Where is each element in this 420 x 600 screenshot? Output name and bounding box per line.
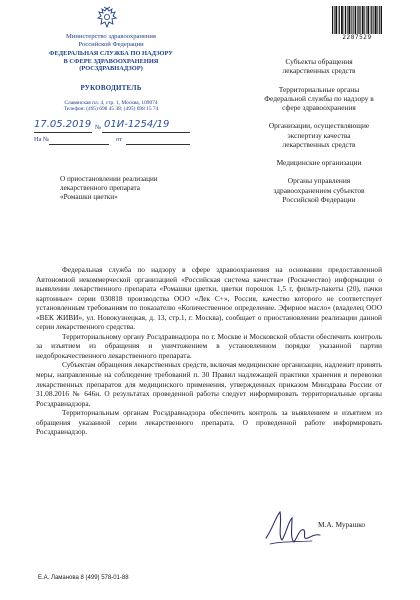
recipient: Медицинские организации: [276, 158, 362, 167]
registration-number-label: №: [95, 124, 102, 131]
executor-contact: Е.А. Ламанова 8 (499) 578-01-88: [38, 575, 129, 581]
role-title: РУКОВОДИТЕЛЬ: [80, 84, 142, 92]
body-paragraph: Территориальным органам Росздравнадзора обеспечить контроль за выявлением и изъятием из обращения указанной серии лекарственного препарата. О проведенной работе информировать Росздравнадзор.: [36, 408, 382, 437]
handwritten-signature: [262, 508, 324, 550]
signer-name: М.А. Мурашко: [318, 520, 366, 529]
coat-of-arms-emblem: [96, 6, 118, 30]
letter-body: [36, 265, 382, 437]
registration-date: 17.05.2019: [34, 119, 92, 130]
body-paragraph: Федеральная служба по надзору в сфере здравоохранения на основании предоставленной Автономной некоммерческой организацией «Российская система качества» (Роскачество) информации о выявлении лекарственного препарата «Ромашки цветки, цветки порошок 1,5 г, фильтр-пакеты (20), пачки картонные» серии 030818 производства ООО «Лек С+», Россия, качество которого не соответствует установленным требованиям по показателю «Количественное определение. Эфирное масло» (владелец ООО «ВЕК ЖИВИ», ул. Новокузнецкая, д. 13, стр.1, г. Москва), сообщает о приостановлении реализации данной серии лекарственного средства.: [36, 265, 382, 332]
recipient: Органы управления здравоохранением субъектов Российской Федерации: [273, 176, 365, 204]
reference-date-line: [126, 144, 190, 145]
recipient: Организации, осуществляющие экспертизу качества лекарственных средств: [268, 121, 370, 149]
service-name: ФЕДЕРАЛЬНАЯ СЛУЖБА ПО НАДЗОРУ В СФЕРЕ ЗДРАВООХРАНЕНИЯ (РОСЗДРАВНАДЗОР): [49, 50, 173, 73]
reference-number-label: На №: [34, 136, 50, 143]
recipients-list: [234, 57, 404, 213]
barcode: [332, 6, 382, 34]
reference-number-line: [49, 144, 109, 145]
body-paragraph: Субъектам обращения лекарственных средств, включая медицинские организации, надлежит принять меры, направленные на соблюдение требований п. 30 Правил надлежащей практики хранения и перевозки лекарственных препаратов для медицинского применения, утвержденных приказом Минздрава России от 31.08.2016 № 646н. О результатах проведенной работы следует информировать территориальные органы Росздравнадзора.: [36, 360, 382, 408]
body-paragraph: Территориальному органу Росздравнадзора по г. Москве и Московской области обеспечить контроль за изъятием из обращения и уничтожением в установленном порядке указанной партии недоброкачественного лекарственного препарата.: [36, 331, 382, 360]
recipient: Субъекты обращения лекарственных средств: [282, 57, 356, 76]
registration-number: 01И-1254/19: [104, 119, 170, 130]
registration-date-underline: [34, 132, 92, 133]
letter-subject: О приостановлении реализации лекарственного препарата «Ромашки цветки»: [60, 175, 158, 201]
ministry-name: Министерство здравоохранения Российской Федерации: [66, 33, 156, 48]
barcode-number: 2287529: [342, 35, 372, 41]
reference-from-label: от: [116, 136, 122, 143]
address-block: Славянская пл. 4, стр. 1, Москва, 109074 Телефон: (495) 698 45 38; (495) 698 15 74: [63, 100, 159, 113]
registration-number-underline: [102, 132, 190, 133]
recipient: Территориальные органы Федеральной службы по надзору в сфере здравоохранения: [264, 84, 374, 112]
